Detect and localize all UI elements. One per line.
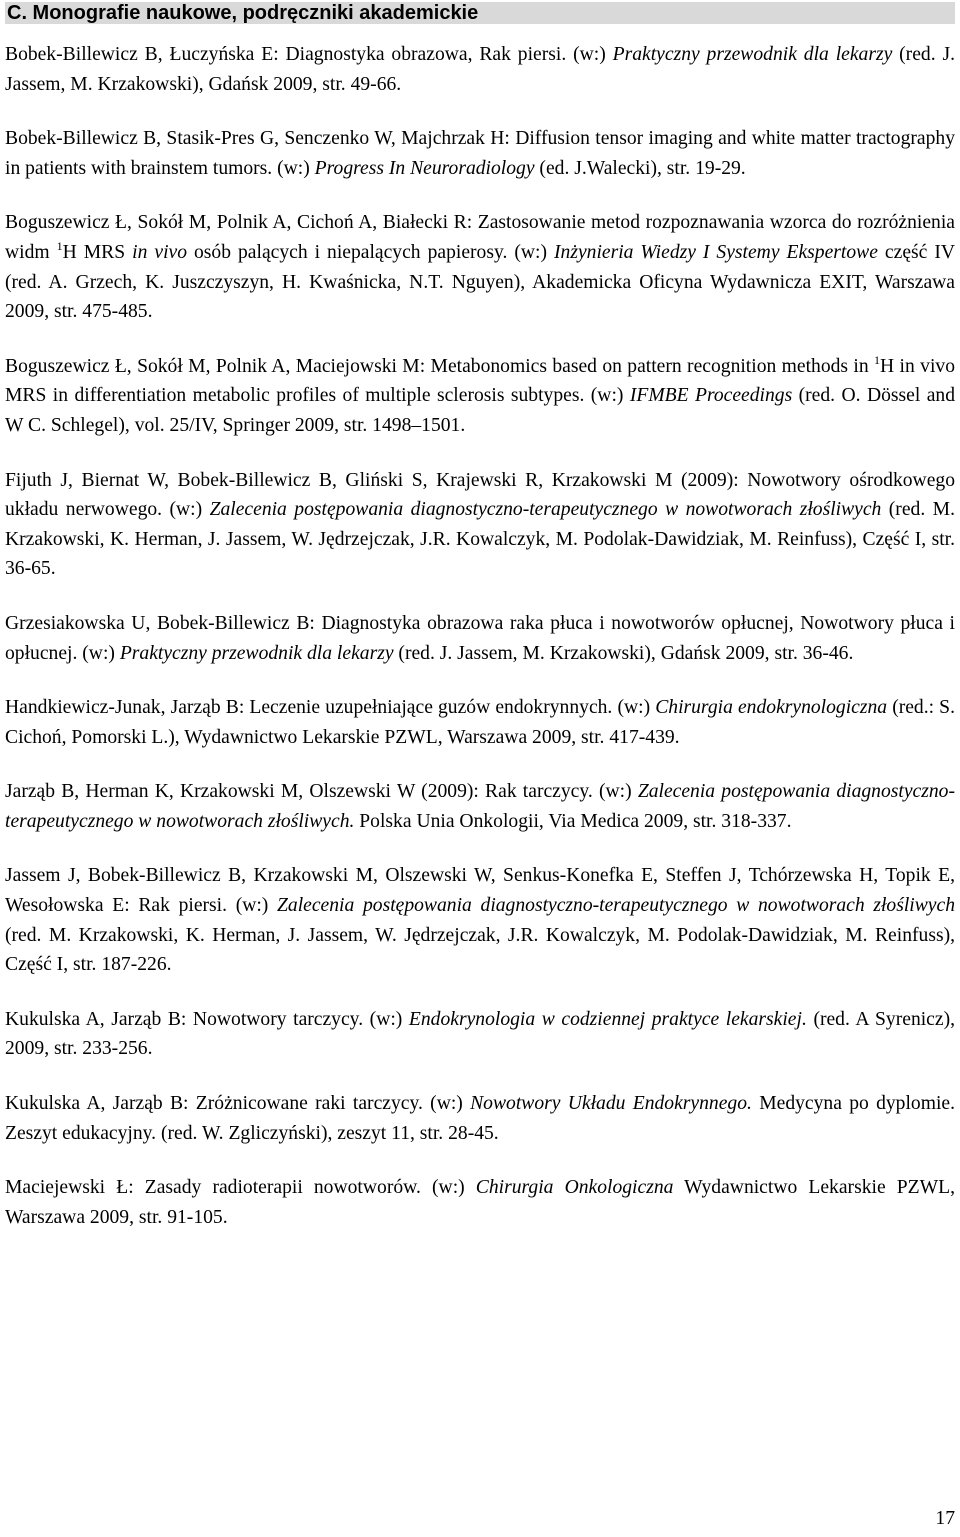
reference-entry: Handkiewicz-Junak, Jarząb B: Leczenie uzupełniające guzów endokrynnych. (w:) Chirurgia endokrynologiczna (red.: S. Cichoń, Pomorski L.), Wydawnictwo Lekarskie PZWL, Warszawa 2009, str. 417-439. [5,697,955,748]
reference-entry: Fijuth J, Biernat W, Bobek-Billewicz B, Gliński S, Krajewski R, Krzakowski M (2009): Nowotwory ośrodkowego układu nerwowego. (w:) Zalecenia postępowania diagnostyczno-terapeutycznego w nowotworach złośliwych (red. M. Krzakowski, K. Herman, J. Jassem, W. Jędrzejczak, J.R. Kowalczyk, M. Podolak-Dawidziak, M. Reinfuss), Część I, str. 36-65. [5,469,955,580]
reference-entry: Bobek-Billewicz B, Stasik-Pres G, Senczenko W, Majchrzak H: Diffusion tensor imaging and white matter tractography in patients with brainstem tumors. (w:) Progress In Neuroradiology (ed. J.Walecki), str. 19-29. [5,128,955,179]
reference-entry: Boguszewicz Ł, Sokół M, Polnik A, Cichoń A, Białecki R: Zastosowanie metod rozpoznawania wzorca do rozróżnienia widm $^1$H MRS in vivo osób palących i niepalących papierosy. (w:) Inżynieria Wiedzy I Systemy Ekspertowe część IV (red. A. Grzech, K. Juszczyszyn, H. Kwaśnicka, N.T. Nguyen), Akademicka Oficyna Wydawnicza EXIT, Warszawa 2009, str. 475-485. [5,212,955,323]
reference-entry: Kukulska A, Jarząb B: Zróżnicowane raki tarczycy. (w:) Nowotwory Układu Endokrynnego. Medycyna po dyplomie. Zeszyt edukacyjny. (red. W. Zgliczyński), zeszyt 11, str. 28-45. [5,1093,955,1144]
reference-entry: Jarząb B, Herman K, Krzakowski M, Olszewski W (2009): Rak tarczycy. (w:) Zalecenia postępowania diagnostyczno-terapeutycznego w nowotworach złośliwych. Polska Unia Onkologii, Via Medica 2009, str. 318-337. [5,781,955,832]
reference-entry: Boguszewicz Ł, Sokół M, Polnik A, Maciejowski M: Metabonomics based on pattern recognition methods in $^1$H in vivo MRS in differentiation metabolic profiles of multiple sclerosis subtypes. (w:) IFMBE Proceedings (red. O. Dössel and W C. Schlegel), vol. 25/IV, Springer 2009, str. 1498–1501. [5,352,955,436]
page-number: 17 [935,1508,955,1529]
reference-entry: Kukulska A, Jarząb B: Nowotwory tarczycy. (w:) Endokrynologia w codziennej praktyce lekarskiej. (red. A Syrenicz), 2009, str. 233-256. [5,1008,955,1060]
reference-entry: Bobek-Billewicz B, Łuczyńska E: Diagnostyka obrazowa, Rak piersi. (w:) Praktyczny przewodnik dla lekarzy (red. J. Jassem, M. Krzakowski), Gdańsk 2009, str. 49-66. [5,44,955,95]
reference-entry: Jassem J, Bobek-Billewicz B, Krzakowski M, Olszewski W, Senkus-Konefka E, Steffen J, Tchórzewska H, Topik E, Wesołowska E: Rak piersi. (w:) Zalecenia postępowania diagnostyczno-terapeutycznego w nowotworach złośliwych (red. M. Krzakowski, K. Herman, J. Jassem, W. Jędrzejczak, J.R. Kowalczyk, M. Podolak-Dawidziak, M. Reinfuss), Część I, str. 187-226. [5,865,956,976]
reference-entry: Maciejewski Ł: Zasady radioterapii nowotworów. (w:) Chirurgia Onkologiczna Wydawnictwo Lekarskie PZWL, Warszawa 2009, str. 91-105. [5,1177,955,1228]
reference-entry: Grzesiakowska U, Bobek-Billewicz B: Diagnostyka obrazowa raka płuca i nowotworów opłucnej, Nowotwory płuca i opłucnej. (w:) Praktyczny przewodnik dla lekarzy (red. J. Jassem, M. Krzakowski), Gdańsk 2009, str. 36-46. [5,612,955,664]
reference-list [5,40,955,1232]
section-heading: C. Monografie naukowe, podręczniki akademickie [5,2,955,24]
document-page [5,0,955,1257]
